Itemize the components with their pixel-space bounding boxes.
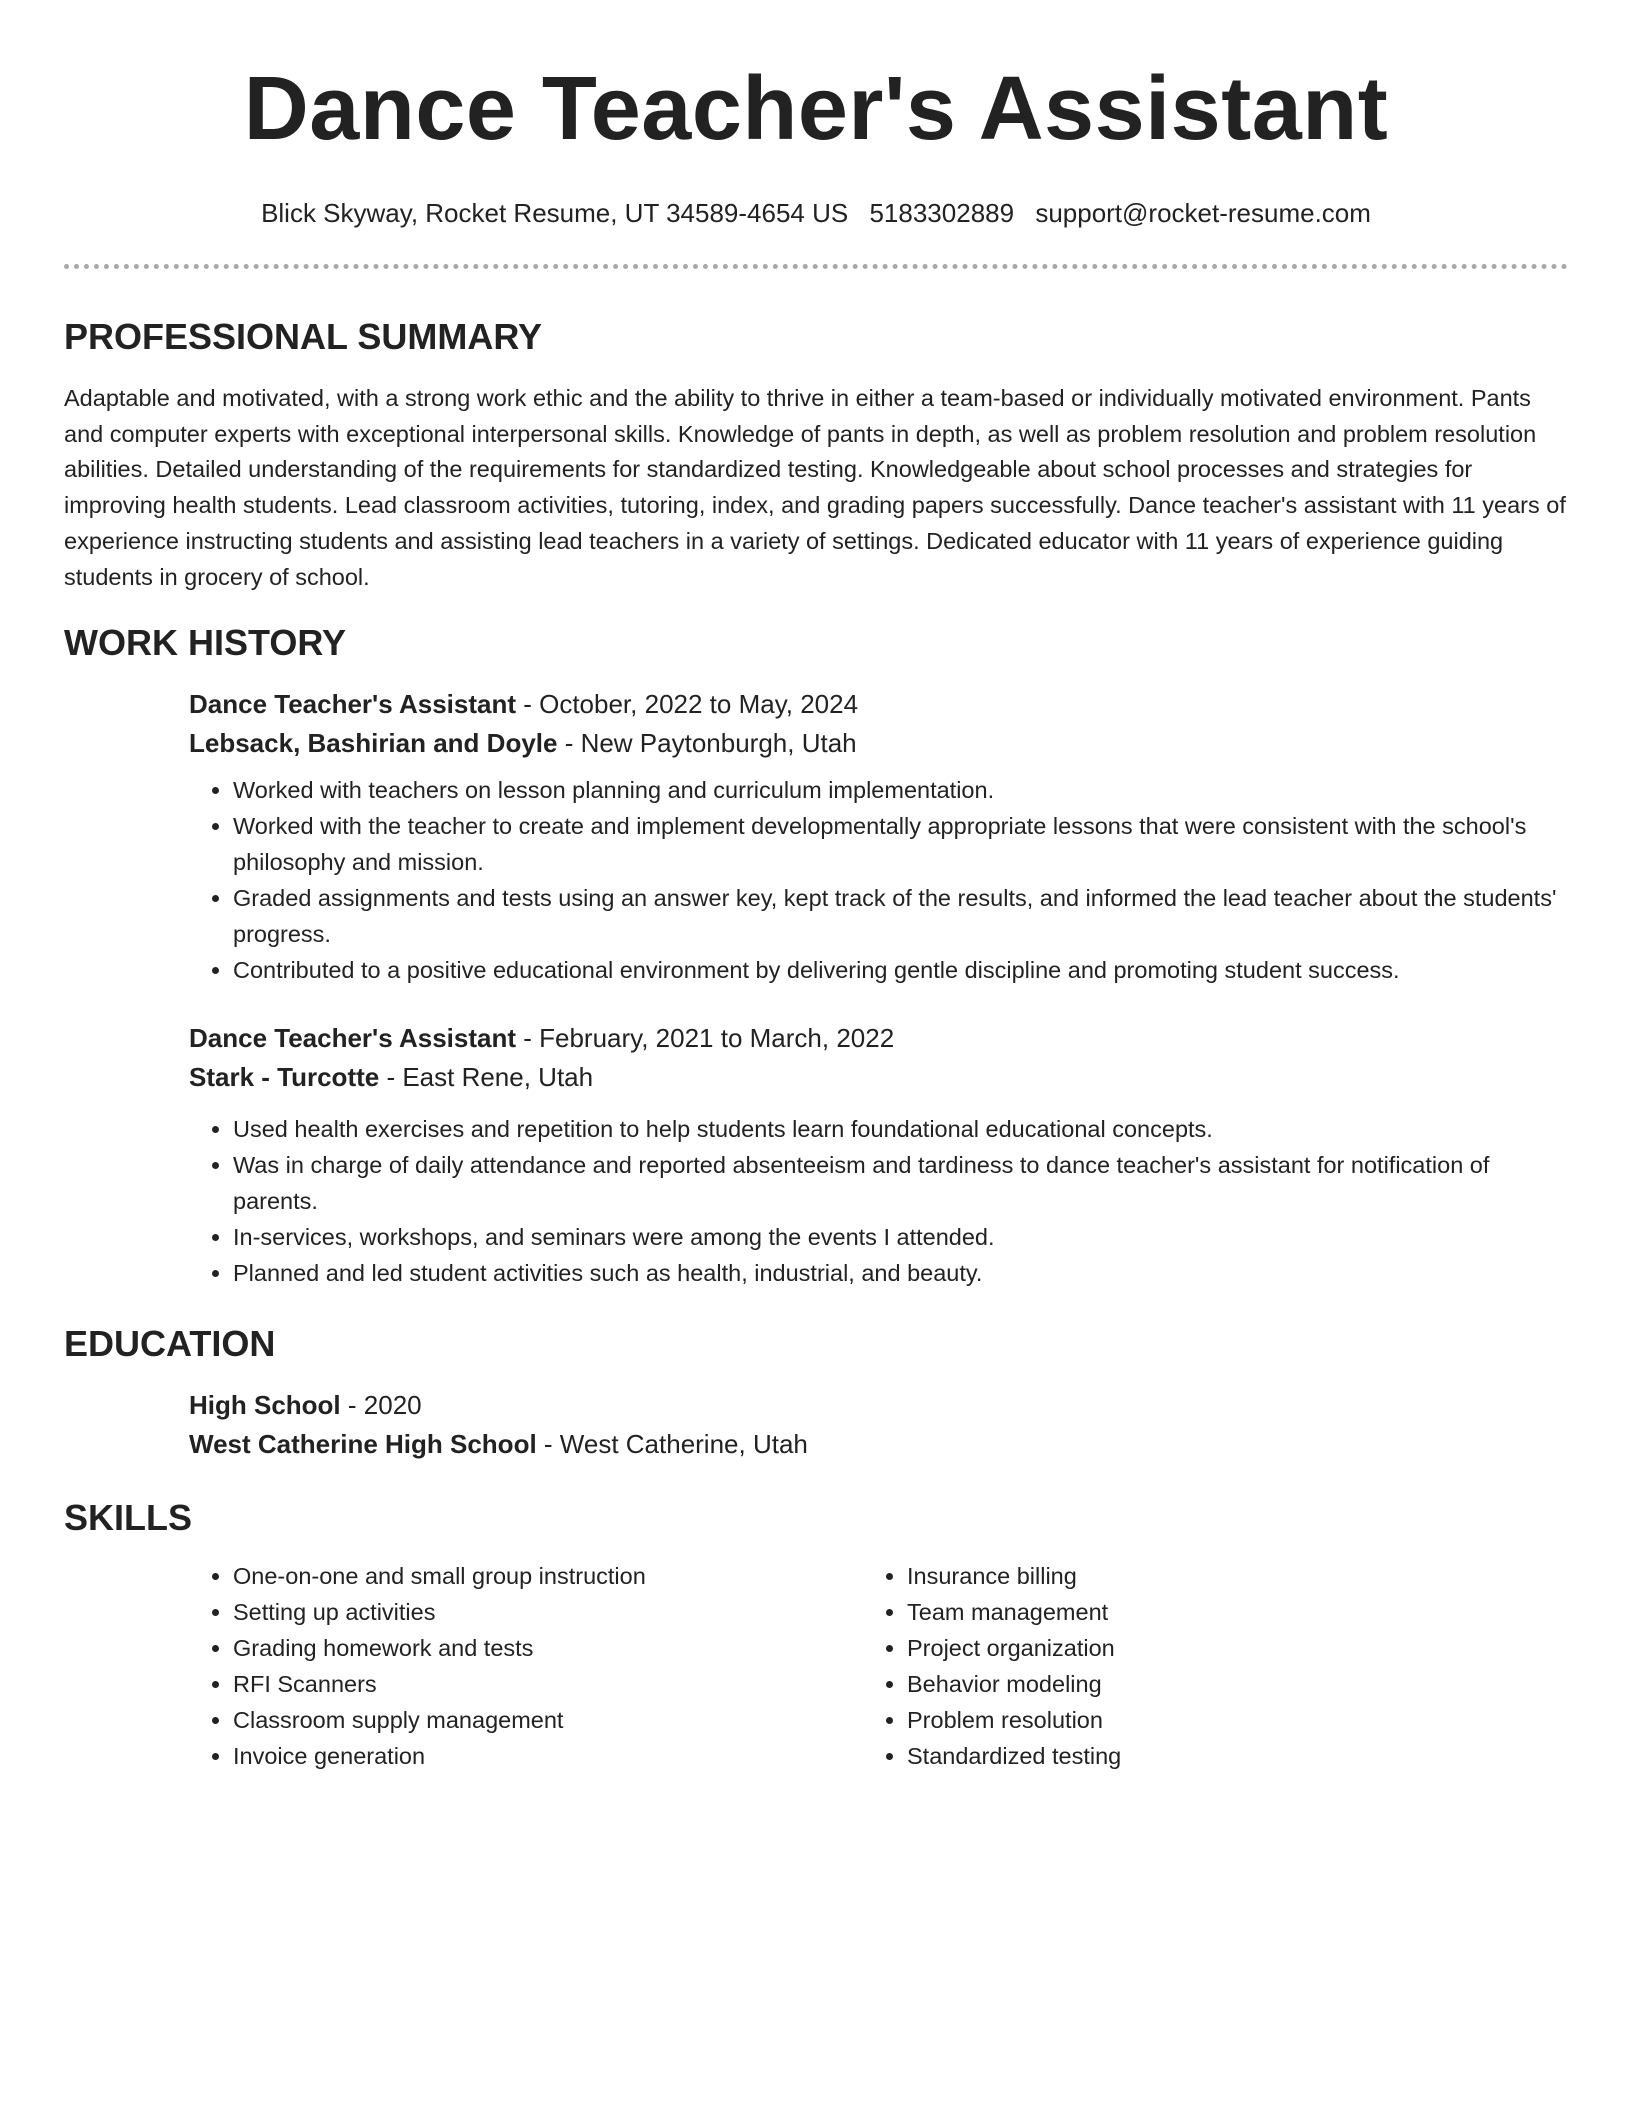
job-bullet: • Used health exercises and repetition to help students learn foundational educational concepts. [233,1112,1568,1148]
job-bullets [189,1112,1568,1292]
job-company-line [189,1058,1568,1097]
contact-phone: 5183302889 [869,198,1015,228]
education-location: - West Catherine, Utah [536,1428,808,1459]
education-degree: High School [189,1389,341,1420]
job-dates: - October, 2022 to May, 2024 [516,689,859,720]
education-school-line [189,1425,1568,1464]
job-company: Lebsack, Bashirian and Doyle [189,728,558,759]
skill-item: • Setting up activities [233,1594,863,1630]
job-bullet: • Contributed to a positive educational environment by delivering gentle discipline and promoting student success. [233,953,1568,989]
skills-heading: SKILLS [64,1496,193,1538]
job-bullets [189,773,1568,989]
education-year: - 2020 [340,1389,422,1420]
job-role: Dance Teacher's Assistant [189,689,516,720]
job-dates: - February, 2021 to March, 2022 [516,1022,895,1053]
education-entry [189,1386,1568,1464]
summary-heading: PROFESSIONAL SUMMARY [64,316,543,357]
skills-column-left [189,1558,863,1774]
resume-page [64,0,1568,1774]
job-bullet: • Was in charge of daily attendance and reported absenteeism and tardiness to dance teacher's assistant for notification of parents. [233,1148,1568,1219]
job-bullet: • Planned and led student activities such as health, industrial, and beauty. [233,1256,1568,1292]
job-bullet: • Worked with teachers on lesson planning and curriculum implementation. [233,773,1568,809]
job-location: - New Paytonburgh, Utah [557,728,857,759]
skill-item: • Problem resolution [907,1702,1537,1738]
job-location: - East Rene, Utah [379,1061,594,1092]
skills-column-right [863,1558,1537,1774]
skill-item: • Invoice generation [233,1738,863,1774]
job-entry [189,685,1568,989]
skill-item: • Project organization [907,1630,1537,1666]
skill-item: • Standardized testing [907,1738,1537,1774]
skill-item: • Classroom supply management [233,1702,863,1738]
education-school: West Catherine High School [189,1428,537,1459]
summary-text: Adaptable and motivated, with a strong work ethic and the ability to thrive in either a team-based or individually motivated environment. Pants and computer experts with exceptional interpersonal skills. Knowledge of pants in depth, as well as problem resolution and problem resolution abilities. Detailed understanding of the requirements for standardized testing. Knowledgeable about school processes and strategies for improving health students. Lead classroom activities, tutoring, index, and grading papers successfully. Dance teacher's assistant with 11 years of experience instructing students and assisting lead teachers in a variety of settings. Dedicated educator with 11 years of experience guiding students in grocery of school. [64,385,1566,590]
work-history-heading: WORK HISTORY [64,622,347,664]
job-title-line [189,685,1568,724]
job-company-line [189,724,1568,763]
skill-item: • Insurance billing [907,1558,1537,1594]
resume-name: Dance Teacher's Assistant [243,59,1389,159]
skill-item: • Grading homework and tests [233,1630,863,1666]
skills-list [189,1558,1568,1774]
job-bullet: • In-services, workshops, and seminars were among the events I attended. [233,1220,1568,1256]
contact-address: Blick Skyway, Rocket Resume, UT 34589-4654 US [261,198,849,228]
skill-item: • One-on-one and small group instruction [233,1558,863,1594]
skill-item: • RFI Scanners [233,1666,863,1702]
job-bullet: • Worked with the teacher to create and implement developmentally appropriate lessons that were consistent with the school's philosophy and mission. [233,809,1568,880]
job-company: Stark - Turcotte [189,1061,380,1092]
job-bullet: • Graded assignments and tests using an answer key, kept track of the results, and informed the lead teacher about the students' progress. [233,881,1568,952]
job-entry [189,1019,1568,1292]
header-divider [64,264,1568,269]
skill-item: • Behavior modeling [907,1666,1537,1702]
skill-item: • Team management [907,1594,1537,1630]
contact-email: support@rocket-resume.com [1035,198,1371,228]
education-degree-line [189,1386,1568,1425]
job-title-line [189,1019,1568,1058]
job-role: Dance Teacher's Assistant [189,1022,516,1053]
education-heading: EDUCATION [64,1322,276,1364]
contact-line [64,196,1568,230]
